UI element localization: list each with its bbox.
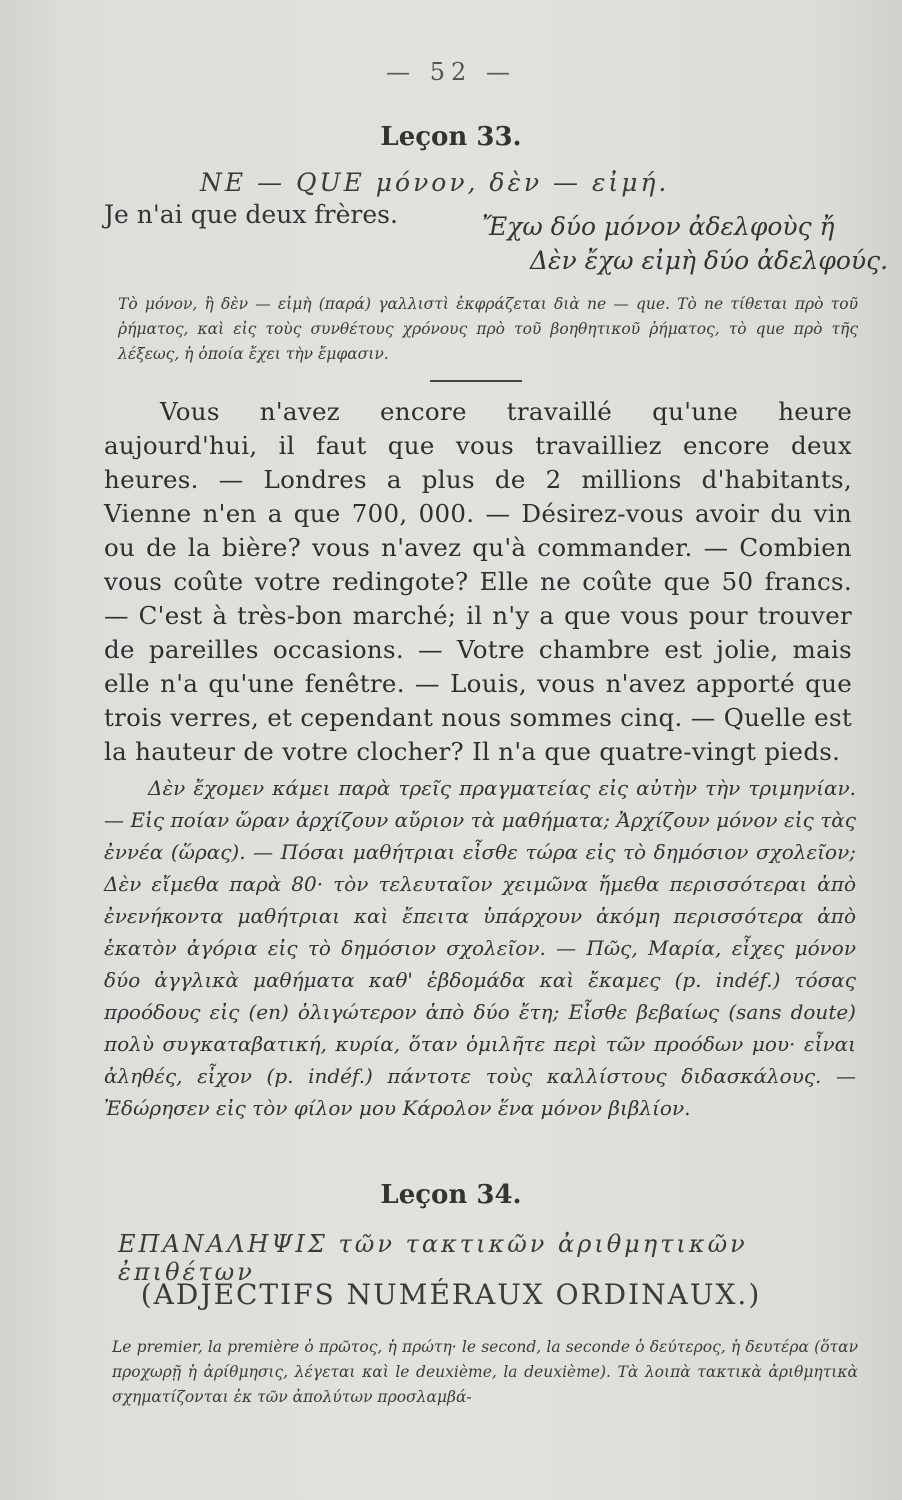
lesson-34-title-french: (ADJECTIFS NUMÉRAUX ORDINAUX.) [140,1278,762,1311]
divider-rule [430,380,522,382]
lesson-34-title-greek: ΕΠΑΝΑΛΗΨΙΣ τῶν τακτικῶν ἀριθμητικῶν ἐπιθέτων [118,1230,748,1286]
example-french: Je n'ai que deux frères. [104,200,398,229]
lesson-34-text: Le premier, la première ὁ πρῶτος, ἡ πρώτη· le second, la seconde ὁ δεύτερος, ἡ δευτέρα (ὅταν προχωρῇ ἡ ἀρίθμησις, λέγεται καὶ le deuxième, la deuxième). Τὰ λοιπὰ τακτικὰ ἀριθμητικὰ σχηματίζονται ἐκ τῶν ἀπολύτων προσλαμβά- [112,1338,858,1406]
french-exercise-text: Vous n'avez encore travaillé qu'une heure aujourd'hui, il faut que vous travailliez encore deux heures. — Londres a plus de 2 millions d'habitants, Vienne n'en a que 700, 000. — Désirez-vous avoir du vin ou de la bière? vous n'avez qu'à commander. — Combien vous coûte votre redingote? Elle ne coûte que 50 francs. — C'est à très-bon marché; il n'y a que vous pour trouver de pareilles occasions. — Votre chambre est jolie, mais elle n'a qu'une fenêtre. — Louis, vous n'avez apporté que trois verres, et cependant nous sommes cinq. — Quelle est la hauteur de votre clocher? Il n'a que quatre-vingt pieds. [104,397,852,766]
greek-exercise-text: Δὲν ἔχομεν κάμει παρὰ τρεῖς πραγματείας εἰς αὐτὴν τὴν τριμηνίαν. — Εἰς ποίαν ὥραν ἀρχίζουν αὔριον τὰ μαθήματα; Ἀρχίζουν μόνον εἰς τὰς ἐννέα (ὥρας). — Πόσαι μαθήτριαι εἶσθε τώρα εἰς τὸ δημόσιον σχολεῖον; Δὲν εἴμεθα παρὰ 80· τὸν τελευταῖον χειμῶνα ἤμεθα περισσότεραι ἀπὸ ἐνενήκοντα μαθήτριαι καὶ ἔπειτα ὑπάρχουν ἀκόμη περισσότερα ἀπὸ ἑκατὸν ἀγόρια εἰς τὸ δημόσιον σχολεῖον. — Πῶς, Μαρία, εἶχες μόνον δύο ἀγγλικὰ μαθήματα καθ' ἑβδομάδα καὶ ἔκαμες (p. indéf.) τόσας προόδους εἰς (en) ὀλιγώτερον ἀπὸ δύο ἔτη; Εἶσθε βεβαίως (sans doute) πολὺ συγκαταβατική, κυρία, ὅταν ὁμιλῆτε περὶ τῶν προόδων μου· εἶναι ἀληθές, εἶχον (p. indéf.) πάντοτε τοὺς καλλίστους διδασκάλους. — Ἐδώρησεν εἰς τὸν φίλον μου Κάρολον ἕνα μόνον βιβλίον. [104,776,856,1120]
lesson-34-heading: Leçon 34. [380,1180,522,1210]
greek-exercise [104,772,856,1124]
example-greek-2: Δὲν ἔχω εἰμὴ δύο ἀδελφούς. [530,246,889,275]
example-greek-1: Ἔχω δύο μόνον ἀδελφοὺς ἤ [482,212,835,241]
page-number: — 52 — [386,58,516,86]
french-exercise [104,395,852,769]
lesson-33-heading: Leçon 33. [380,122,522,152]
lesson-33-title: NE — QUE μόνον, δὲν — εἰμή. [200,168,670,197]
grammar-note: Τὸ μόνον, ἢ δὲν — εἰμὴ (παρά) γαλλιστὶ ἐκφράζεται διὰ ne — que. Τὸ ne τίθεται πρὸ τοῦ ῥήματος, καὶ εἰς τοὺς συνθέτους χρόνους πρὸ τοῦ βοηθητικοῦ ῥήματος, τὸ que πρὸ τῆς λέξεως, ἡ ὁποία ἔχει τὴν ἔμφασιν. [118,295,858,363]
